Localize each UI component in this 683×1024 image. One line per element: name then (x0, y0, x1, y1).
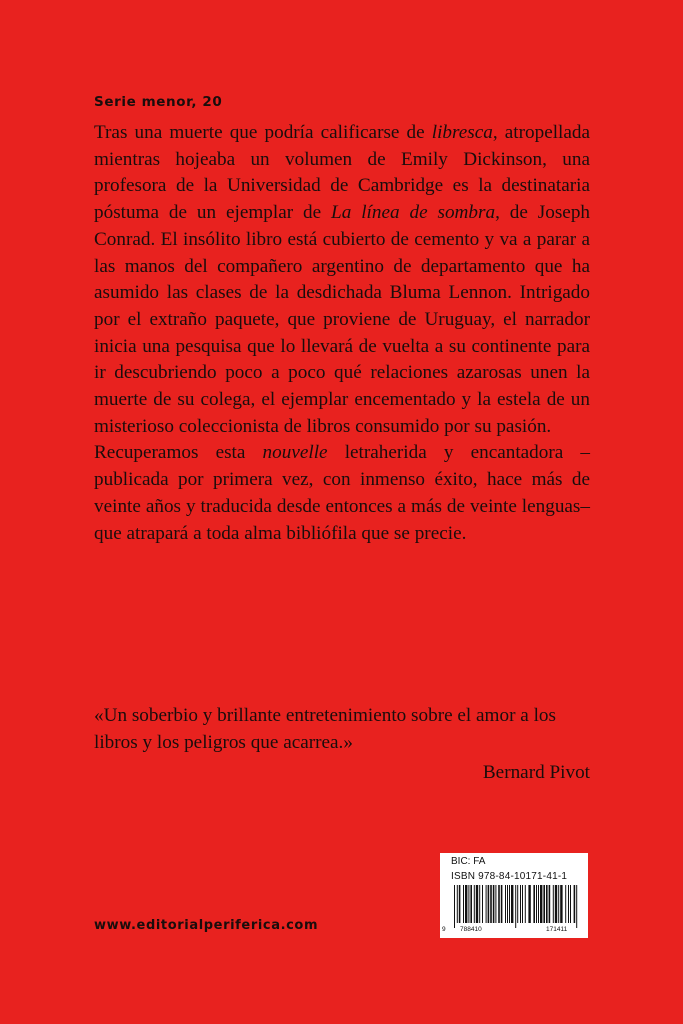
barcode-stripe (565, 885, 566, 923)
barcode-stripe (568, 885, 569, 923)
barcode-stripe (560, 885, 562, 923)
barcode-stripe (501, 885, 503, 923)
barcode-stripe (525, 885, 526, 923)
isbn-number: ISBN 978-84-10171-41-1 (451, 871, 568, 882)
barcode-stripe (468, 885, 469, 923)
text-run: letraherida y encantadora –publicada por primera vez, con inmenso éxito, hace más de veinte años y traducida desde entonces a más de veinte lenguas– que atrapará a toda alma bibliófila que se precie. (94, 442, 590, 544)
barcode-stripe (457, 885, 458, 923)
barcode-digits-group-1: 788410 (460, 926, 482, 933)
barcode-stripe (570, 885, 571, 923)
quote-text: «Un soberbio y brillante entretenimiento sobre el amor a los libros y los peligros que acarrea.» (94, 705, 556, 753)
barcode-stripe (498, 885, 500, 923)
barcode-stripe (540, 885, 542, 923)
barcode-stripe (474, 885, 475, 923)
barcode-stripe (538, 885, 539, 923)
barcode-stripe (515, 885, 516, 928)
barcode-stripe (476, 885, 478, 923)
italic-run: La línea de sombra (331, 202, 496, 224)
barcode-stripe (490, 885, 492, 923)
publisher-website: www.editorialperiferica.com (94, 918, 319, 933)
barcode-stripe (520, 885, 521, 923)
synopsis (94, 120, 590, 547)
text-run: Tras una muerte que podría calificarse de (94, 122, 432, 143)
barcode-stripe (528, 885, 530, 923)
barcode-digits-group-2: 171411 (546, 926, 568, 933)
barcode-stripe (558, 885, 559, 923)
barcode-stripe (470, 885, 472, 923)
barcode-stripe (495, 885, 496, 923)
italic-run: libresca (431, 122, 493, 143)
barcode-stripe (576, 885, 577, 928)
barcode-stripe (454, 885, 455, 928)
barcode-stripe (505, 885, 506, 923)
blurb-quote (94, 702, 590, 786)
barcode-stripe (479, 885, 480, 923)
barcode-stripe (511, 885, 513, 923)
synopsis-paragraph-1 (94, 120, 590, 440)
barcode-stripe (533, 885, 535, 923)
synopsis-paragraph-2 (94, 440, 590, 547)
barcode-stripe (549, 885, 551, 923)
text-run: , de Joseph Conrad. El insólito libro está cubierto de cemento y va a parar a las manos del compañero argentino de departamento que ha asumido las clases de la desdichada Bluma Lennon. Intrigado por el extraño paquete, que proviene de Uruguay, el narrador inicia una pesquisa que lo llevará de vuelta a su continente para ir descubriendo poco a poco qué relaciones azarosas unen la muerte de su colega, el ejemplar encementado y la estela de un misterioso coleccionista de libros consumido por su pasión. (94, 202, 591, 437)
text-run: , atropellada mientras hojeaba un volumen de Emily Dickinson, una profesora de la Universidad de Cambridge es la destinataria póstuma de un ejemplar de (94, 122, 591, 224)
barcode-stripe (507, 885, 508, 923)
bic-code: BIC: FA (451, 856, 486, 867)
barcode-digit-first: 9 (442, 926, 446, 933)
barcode-stripe (459, 885, 461, 923)
barcode-stripe (517, 885, 518, 923)
barcode-stripe (522, 885, 523, 923)
barcode-stripe (486, 885, 487, 923)
barcode-stripe (574, 885, 576, 923)
barcode-stripe (509, 885, 510, 923)
barcode-stripe (465, 885, 467, 923)
italic-run: nouvelle (262, 442, 328, 464)
barcode-stripe (488, 885, 490, 923)
barcode-stripe (536, 885, 537, 923)
series-label: Serie menor, 20 (94, 94, 223, 110)
barcode-stripe (555, 885, 557, 923)
barcode-stripe (463, 885, 464, 923)
quote-author: Bernard Pivot (482, 762, 590, 783)
text-run: Recuperamos esta (94, 442, 263, 464)
barcode-stripe (543, 885, 545, 923)
barcode-stripe (493, 885, 495, 923)
barcode-icon (448, 885, 582, 928)
barcode-stripe (546, 885, 548, 923)
barcode-box (440, 853, 588, 938)
barcode-stripe (553, 885, 554, 923)
barcode-stripe (482, 885, 483, 923)
